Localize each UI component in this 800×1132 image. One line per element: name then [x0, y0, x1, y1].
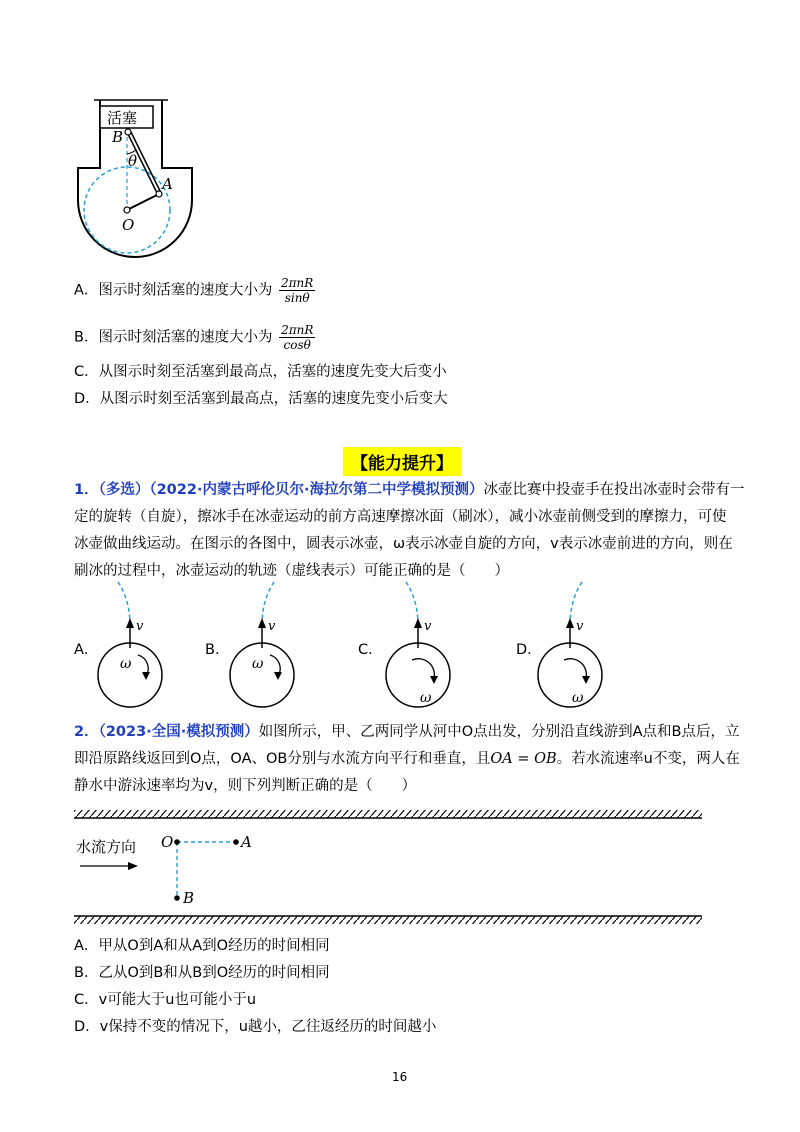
- v-label: v: [576, 619, 584, 634]
- fraction: $\frac{\text{2πnR}}{\sin\theta}$: [281, 276, 314, 305]
- label-A: A: [162, 175, 173, 193]
- label-O: O: [161, 833, 174, 851]
- q1-option-b-label[interactable]: B．: [205, 642, 230, 658]
- v-label: v: [424, 619, 432, 634]
- q2-option-a[interactable]: A．甲从O到A和从A到O经历的时间相同: [74, 938, 330, 954]
- v-label: v: [268, 619, 276, 634]
- q1-option-a-label[interactable]: A．: [74, 642, 99, 658]
- river-figure: [70, 800, 710, 930]
- q1-option-d-label[interactable]: D．: [516, 642, 542, 658]
- q1-stem: 1．（多选）（2022·内蒙古呼伦贝尔·海拉尔第二中学模拟预测）冰壶比赛中投壶手在投出冰壶时会带有一 定的旋转（自旋），擦冰手在冰壶运动的前方高速摩擦冰面（刷冰），减小冰壶前侧受到的摩擦力，可使 冰壶做曲线运动。在图示的各图中，圆表示冰壶，ω表示冰壶自旋的方向，v表示冰壶前进的方向，则在 刷冰的过程中，冰壶运动的轨迹（虚线表示）可能正确的是（ ）: [74, 482, 745, 579]
- fraction: $\frac{\text{2πnR}}{\cos\theta}$: [281, 323, 314, 352]
- label-B: B: [112, 128, 124, 146]
- q0-option-b[interactable]: B．图示时刻活塞的速度大小为 $\frac{\text{2πnR}}{\cos\theta}$: [74, 323, 314, 352]
- q2-stem: 2．（2023·全国·模拟预测）如图所示，甲、乙两同学从河中O点出发，分别沿直线游到A点和B点后，立 即沿原路线返回到O点，OA、OB分别与水流方向平行和垂直，且OA = OB。若水流速率u不变，两人在 静水中游泳速率均为v，则下列判断正确的是（ ）: [74, 724, 740, 794]
- omega-label: ω: [120, 656, 132, 672]
- label-O: O: [122, 216, 135, 234]
- curling-figure-d: [532, 580, 622, 710]
- curling-figure-c: [380, 580, 470, 710]
- q2-option-b[interactable]: B．乙从O到B和从B到O经历的时间相同: [74, 965, 330, 981]
- piston-label: 活塞: [107, 109, 138, 127]
- section-title: 【能力提升】: [343, 447, 461, 476]
- q0-option-c[interactable]: C．从图示时刻至活塞到最高点，活塞的速度先变大后变小: [74, 364, 447, 380]
- piston-figure: [70, 92, 200, 264]
- flow-direction-label: 水流方向: [76, 838, 137, 856]
- label-theta: θ: [128, 152, 138, 170]
- omega-label: ω: [252, 656, 264, 672]
- page-number: 16: [392, 1070, 408, 1084]
- q0-option-d[interactable]: D．从图示时刻至活塞到最高点，活塞的速度先变小后变大: [74, 391, 448, 407]
- q2-option-c[interactable]: C．v可能大于u也可能小于u: [74, 992, 257, 1008]
- label-A: A: [241, 833, 252, 851]
- v-label: v: [136, 619, 144, 634]
- omega-label: ω: [420, 690, 432, 706]
- label-B: B: [183, 889, 195, 907]
- equation: OA = OB: [490, 751, 557, 767]
- curling-figure-b: [222, 580, 312, 710]
- curling-figure-a: [90, 580, 180, 710]
- q2-option-d[interactable]: D．v保持不变的情况下，u越小，乙往返经历的时间越小: [74, 1019, 437, 1035]
- omega-label: ω: [572, 690, 584, 706]
- q1-option-c-label[interactable]: C．: [358, 642, 383, 658]
- q0-option-a[interactable]: A．图示时刻活塞的速度大小为 $\frac{\text{2πnR}}{\sin\theta}$: [74, 276, 314, 305]
